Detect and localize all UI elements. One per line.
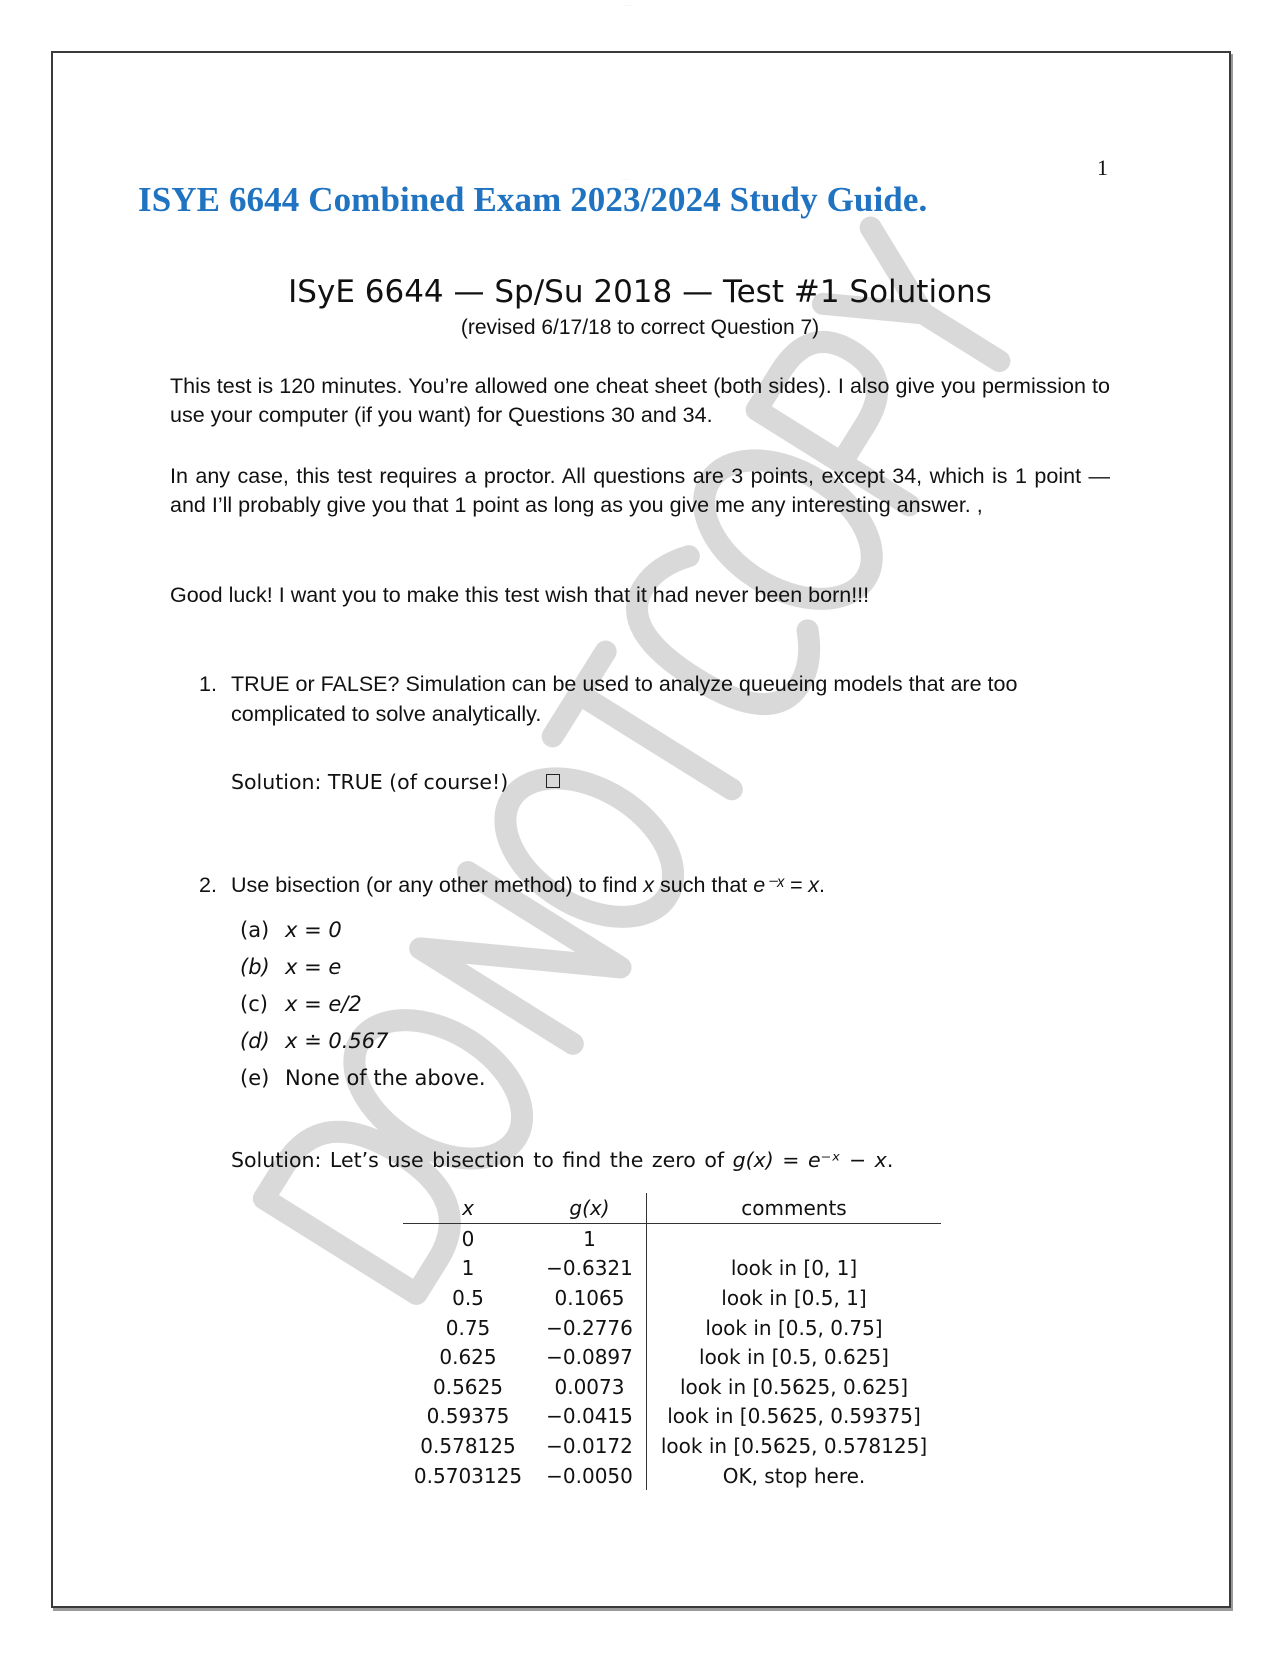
question-1-solution (231, 770, 560, 794)
cell-gx: 0.1065 (533, 1283, 647, 1313)
cell-comment: look in [0.5625, 0.59375] (667, 1404, 921, 1429)
test-title: ISyE 6644 — Sp/Su 2018 — Test #1 Solutions (288, 274, 992, 310)
cell-comment: look in [0.5625, 0.625] (679, 1374, 909, 1399)
table-row (403, 1461, 941, 1491)
answer-options (240, 918, 486, 1103)
cell-x: 0.59375 (426, 1404, 510, 1429)
cell-x: 0.5625 (433, 1374, 503, 1399)
table-row (403, 1254, 941, 1284)
cell-gx: −0.0415 (533, 1402, 647, 1432)
question-text (231, 870, 1111, 900)
math-expression: e⁻ˣ = x (753, 873, 820, 897)
cell-gx: −0.0897 (533, 1342, 647, 1372)
column-header-x: x (403, 1193, 533, 1224)
table-row (403, 1342, 941, 1372)
cell-comment: look in [0.5625, 0.578125] (660, 1433, 928, 1458)
question-2-solution (231, 1148, 893, 1172)
cell-gx: 1 (533, 1224, 647, 1254)
tiny-stamp-text: ······· (622, 177, 629, 181)
option-c (240, 992, 486, 1029)
cell-gx: −0.0172 (533, 1431, 647, 1461)
cell-gx: −0.2776 (533, 1313, 647, 1343)
cell-gx: −0.6321 (533, 1254, 647, 1284)
cell-comment: look in [0.5, 0.75] (705, 1315, 883, 1340)
column-header-gx: g(x) (533, 1193, 647, 1224)
cell-x: 0.5 (452, 1285, 484, 1310)
table-row (403, 1431, 941, 1461)
intro-paragraph-proctor: In any case, this test requires a proctor. All questions are 3 points, except 34, which is 1 point — and I’ll probably give you that 1 point as long as you give me any interesting answer. , (170, 464, 1110, 517)
column-header-comments: comments (647, 1193, 942, 1224)
table-row (403, 1372, 941, 1402)
table-row (403, 1313, 941, 1343)
option-value: x = 0 (285, 918, 342, 942)
option-label: (b) (240, 955, 270, 979)
intro-paragraph-goodluck: Good luck! I want you to make this test wish that it had never been born!!! (170, 583, 870, 607)
math-expression: g(x) = e⁻ˣ − x (732, 1148, 887, 1172)
cell-x: 0.625 (439, 1345, 497, 1370)
cell-comment: look in [0, 1] (730, 1256, 858, 1281)
option-d (240, 1029, 486, 1066)
question-text-part: . (819, 873, 826, 897)
option-label: (d) (240, 1029, 270, 1053)
cell-comment: look in [0.5, 1] (721, 1285, 867, 1310)
option-label: (c) (240, 992, 268, 1016)
option-label: (a) (240, 918, 270, 942)
option-value: x = e/2 (285, 992, 362, 1016)
test-subtitle: (revised 6/17/18 to correct Question 7) (460, 316, 820, 339)
option-value: None of the above. (285, 1066, 486, 1090)
bisection-table (403, 1193, 941, 1490)
option-label: (e) (240, 1066, 270, 1090)
cell-x: 0.5703125 (413, 1463, 523, 1488)
table-header-row (403, 1193, 941, 1224)
cell-x: 1 (461, 1256, 475, 1281)
solution-text: Solution: Let’s use bisection to find the zero of (231, 1148, 733, 1172)
intro-paragraph-time: This test is 120 minutes. You’re allowed one cheat sheet (both sides). I also give you permission to use your computer (if you want) for Questions 30 and 34. (170, 374, 1110, 427)
question-number: 1. (199, 672, 217, 696)
table-row (403, 1283, 941, 1313)
question-text-part: such that (654, 873, 754, 897)
table-row (403, 1224, 941, 1254)
table-row (403, 1402, 941, 1432)
solution-text: . (886, 1148, 894, 1172)
cell-x: 0.578125 (420, 1433, 516, 1458)
cell-x: 0.75 (445, 1315, 491, 1340)
option-b (240, 955, 486, 992)
cell-x: 0 (461, 1226, 475, 1251)
cell-comment (647, 1224, 942, 1254)
cell-comment: OK, stop here. (722, 1463, 866, 1488)
page-number: 1 (1097, 155, 1108, 180)
cell-gx: −0.0050 (533, 1461, 647, 1491)
question-number: 2. (199, 873, 217, 897)
math-variable: x (643, 873, 655, 897)
header-tiny-text: ········ (625, 3, 633, 7)
option-value: x = e (285, 955, 342, 979)
study-guide-title: ISYE 6644 Combined Exam 2023/2024 Study Guide. (138, 180, 928, 219)
qed-square-icon (546, 774, 560, 788)
option-e (240, 1066, 486, 1103)
option-a (240, 918, 486, 955)
option-value: x ≐ 0.567 (285, 1029, 389, 1053)
question-text: TRUE or FALSE? Simulation can be used to analyze queueing models that are too complicated to solve analytically. (231, 672, 1018, 726)
cell-gx: 0.0073 (533, 1372, 647, 1402)
question-text-part: Use bisection (or any other method) to find (231, 873, 644, 897)
cell-comment: look in [0.5, 0.625] (699, 1345, 889, 1370)
solution-text: Solution: TRUE (of course!) (231, 770, 509, 794)
